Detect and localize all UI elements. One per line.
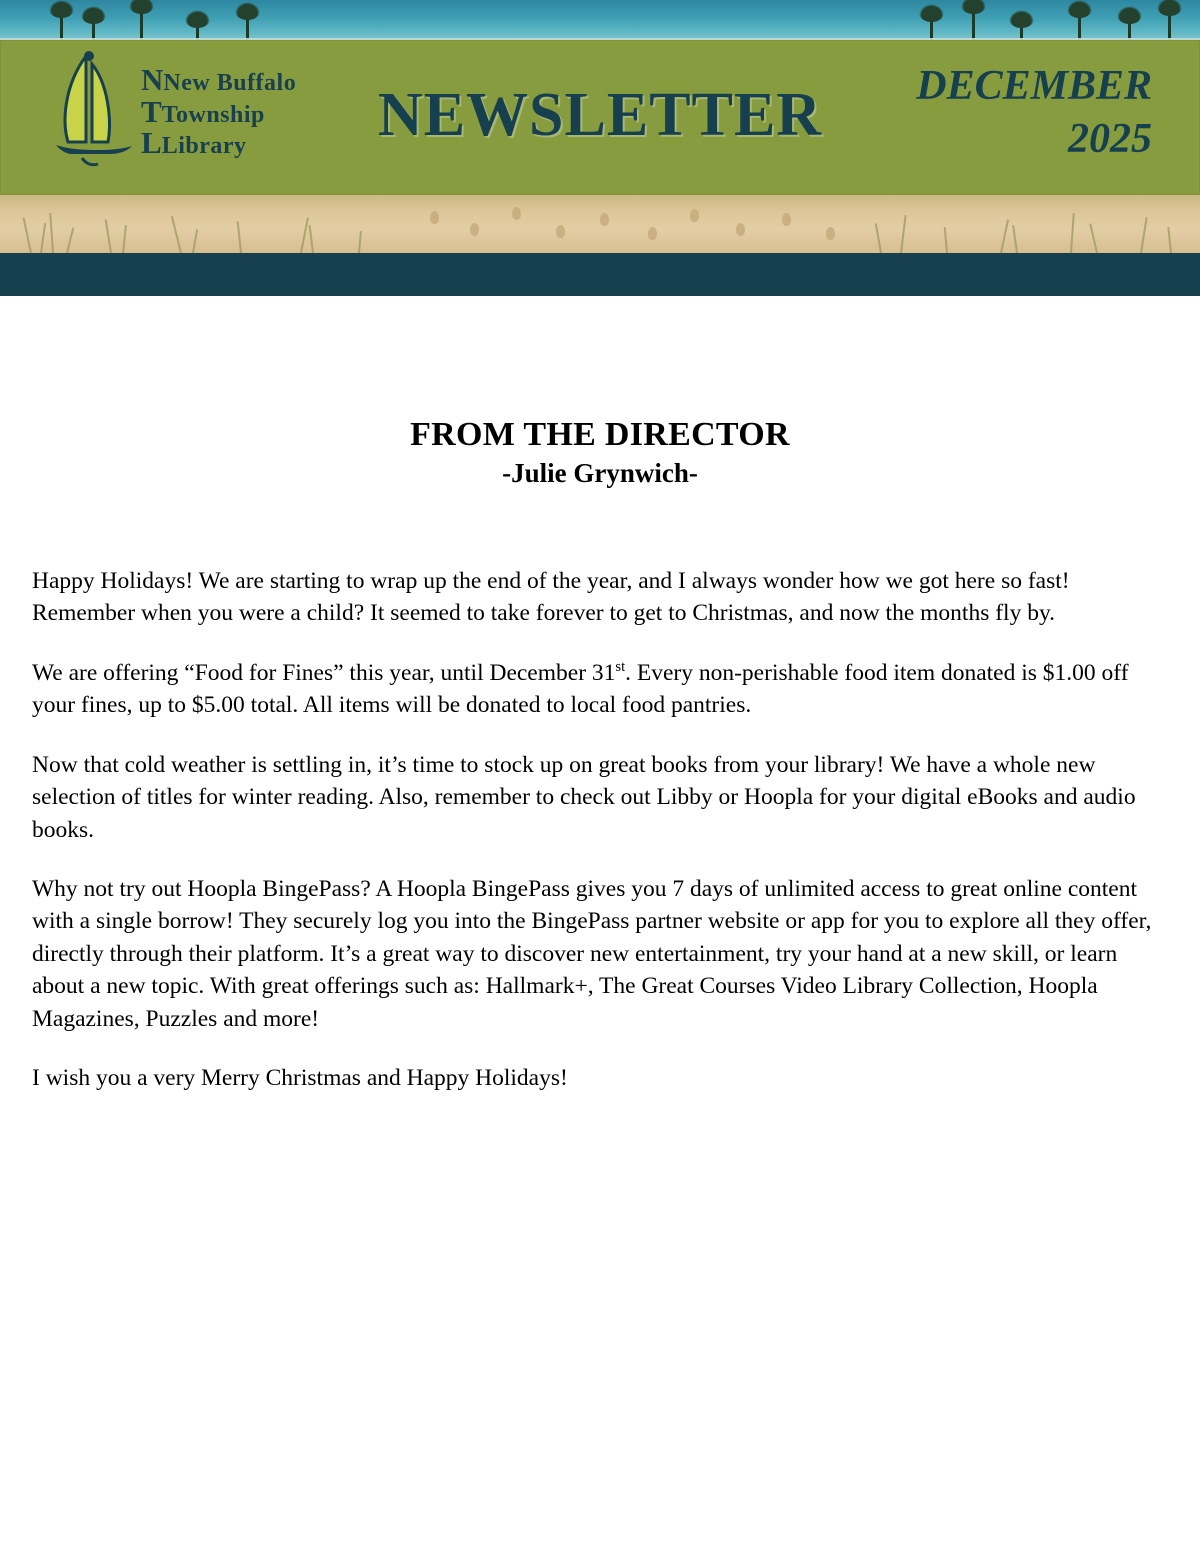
issue-year: 2025: [1068, 115, 1152, 162]
paragraph-winter-reading: Now that cold weather is settling in, it’s time to stock up on great books from your library! We have a whole new selection of titles for winter reading. Also, remember to check out Libby or Hoopla for your digital eBooks and audio books.: [32, 751, 1136, 843]
issue-date: [812, 60, 1152, 165]
library-logo: [46, 46, 346, 191]
masthead-banner: [0, 0, 1200, 296]
director-article: [32, 565, 1168, 1094]
section-heading-from-the-director: FROM THE DIRECTOR: [410, 416, 790, 453]
teal-divider-bar: [0, 253, 1200, 296]
newsletter-title: NEWSLETTER: [377, 81, 823, 149]
paragraph-holidays: Happy Holidays! We are starting to wrap up the end of the year, and I always wonder how we got here so fast! Remember when you were a child? It seemed to take forever to get to Christmas, and now the months fly by.: [32, 568, 1070, 627]
food-for-fines-text-part2: . Every non-perishable food item donated is $1.00 off your fines, up to $5.00 total. All items will be donated to local food pantries.: [32, 659, 1129, 719]
ordinal-suffix: st: [615, 659, 626, 676]
logo-line-2: TTownship: [141, 93, 265, 129]
logo-line-1: NNew Buffalo: [141, 62, 297, 97]
dune-photo-strip: [0, 195, 1200, 253]
page-body: [0, 416, 1200, 1094]
food-for-fines-text-part1: We are offering “Food for Fines” this year, until December 31: [32, 659, 616, 686]
issue-month: DECEMBER: [916, 63, 1152, 109]
paragraph-closing: I wish you a very Merry Christmas and Happy Holidays!: [32, 1065, 568, 1092]
paragraph-bingepass: Why not try out Hoopla BingePass? A Hoopla BingePass gives you 7 days of unlimited access to great online content with a single borrow! They securely log you into the BingePass partner website or app for you to explore all they offer, directly through their platform. It’s a great way to discover new entertainment, try your hand at a new skill, or learn about a new topic. With great offerings such as: Hallmark+, The Great Courses Video Library Collection, Hoopla Magazines, Puzzles and more!: [32, 875, 1152, 1032]
logo-line-3: LLibrary: [141, 125, 247, 161]
sailboat-logo-icon: [52, 50, 138, 170]
paragraph-food-for-fines: [32, 657, 1168, 722]
director-byline: -Julie Grynwich-: [502, 458, 698, 488]
